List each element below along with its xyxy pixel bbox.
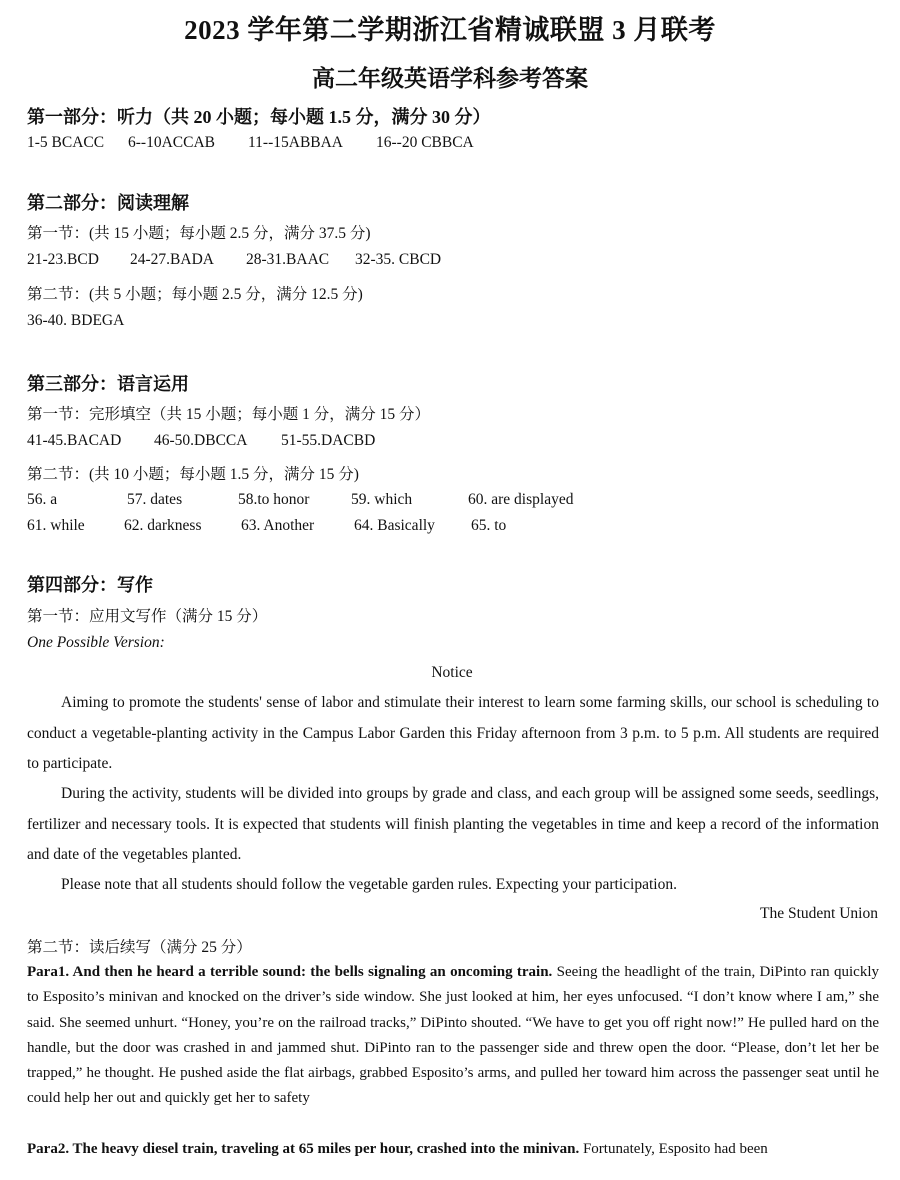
part4-heading: 第四部分：写作: [27, 575, 153, 595]
continuation-paragraph-1: [27, 960, 879, 1112]
notice-paragraph-2: During the activity, students will be divided into groups by grade and class, and each group will be assigned some seeds, seedlings, fertilizer and necessary tools. It is expected that students will finish planting the vegetables in time and keep a record of the information and date of the vegetables planted.: [27, 785, 879, 863]
fill-answer: 58.to honor: [238, 491, 310, 508]
version-label: One Possible Version:: [27, 634, 165, 651]
part2-section1-answers: [27, 251, 441, 269]
fill-answer: 61. while: [27, 517, 85, 534]
notice-paragraph-1: Aiming to promote the students' sense of labor and stimulate their interest to learn some farming skills, our school is scheduling to conduct a vegetable-planting activity in the Campus Labor Garden this Friday afternoon from 3 p.m. to 5 p.m. All students are required to participate.: [27, 694, 879, 772]
page-subtitle: 高二年级英语学科参考答案: [312, 66, 588, 91]
part3-section2-heading: 第二节：(共 10 小题；每小题 1.5 分，满分 15 分): [27, 466, 359, 483]
part3-section1-answers: [27, 432, 375, 450]
paragraph-opening-sentence: Para1. And then he heard a terrible sound: the bells signaling an oncoming train.: [27, 964, 553, 980]
notice-signature: The Student Union: [760, 905, 878, 922]
fill-answer: 65. to: [471, 517, 507, 534]
fill-answer: 56. a: [27, 491, 58, 508]
fill-answer: 59. which: [351, 491, 413, 508]
part2-heading: 第二部分：阅读理解: [27, 193, 189, 213]
part2-section2-answers: 36-40. BDEGA: [27, 312, 125, 329]
page-title: 2023 学年第二学期浙江省精诚联盟 3 月联考: [184, 15, 716, 45]
answer-group: 16--20 CBBCA: [376, 134, 474, 151]
paragraph-body: Seeing the headlight of the train, DiPinto ran quickly to Esposito’s minivan and knocked on the driver’s side window. She just looked at him, her eyes unfocused. “I don’t know where I am,” she said. She seemed unhurt. “Honey, you’re on the railroad tracks,” DiPinto shouted. “We have to get you off right now!” He pulled hard on the handle, but the door was crashed in and jammed shut. DiPinto ran to the passenger side and threw open the door. “Please, don’t let her be trapped,” he thought. He pushed aside the flat airbags, grabbed Esposito’s arms, and pulled her toward him across the passenger seat until he could help her out and quickly get her to safety: [27, 964, 879, 1107]
part3-heading: 第三部分：语言运用: [27, 374, 189, 394]
fill-answer: 64. Basically: [354, 517, 435, 534]
answer-group: 32-35. CBCD: [355, 251, 442, 268]
answer-group: 46-50.DBCCA: [154, 432, 248, 449]
answer-group: 24-27.BADA: [130, 251, 214, 268]
part1-answers: [27, 134, 474, 152]
answer-group: 28-31.BAAC: [246, 251, 330, 268]
part4-section2-heading: 第二节：读后续写（满分 25 分）: [27, 939, 252, 956]
notice-paragraph-3: Please note that all students should follow the vegetable garden rules. Expecting your participation.: [61, 876, 677, 893]
answer-group: 51-55.DACBD: [281, 432, 376, 449]
part3-section2-row1: [27, 491, 573, 509]
answer-group: 11--15ABBAA: [248, 134, 344, 151]
fill-answer: 57. dates: [127, 491, 183, 508]
answer-group: 41-45.BACAD: [27, 432, 122, 449]
answer-group: 1-5 BCACC: [27, 134, 105, 151]
answer-group: 6--10ACCAB: [128, 134, 215, 151]
fill-answer: 62. darkness: [124, 517, 202, 534]
paragraph-body: Fortunately, Esposito had been: [579, 1141, 768, 1157]
part4-section1-heading: 第一节：应用文写作（满分 15 分）: [27, 608, 268, 625]
notice-title: Notice: [431, 664, 473, 681]
fill-answer: 60. are displayed: [468, 491, 574, 508]
part3-section2-row2: [27, 517, 506, 535]
part3-section1-heading: 第一节：完形填空（共 15 小题；每小题 1 分，满分 15 分）: [27, 406, 431, 423]
fill-answer: 63. Another: [241, 517, 315, 534]
continuation-paragraph-2: [27, 1137, 879, 1162]
part2-section1-heading: 第一节：(共 15 小题；每小题 2.5 分，满分 37.5 分): [27, 225, 371, 242]
part1-heading: 第一部分：听力（共 20 小题；每小题 1.5 分，满分 30 分）: [27, 107, 491, 127]
part2-section2-heading: 第二节：(共 5 小题；每小题 2.5 分，满分 12.5 分): [27, 286, 363, 303]
answer-group: 21-23.BCD: [27, 251, 99, 268]
paragraph-opening-sentence: Para2. The heavy diesel train, traveling at 65 miles per hour, crashed into the minivan.: [27, 1141, 580, 1157]
